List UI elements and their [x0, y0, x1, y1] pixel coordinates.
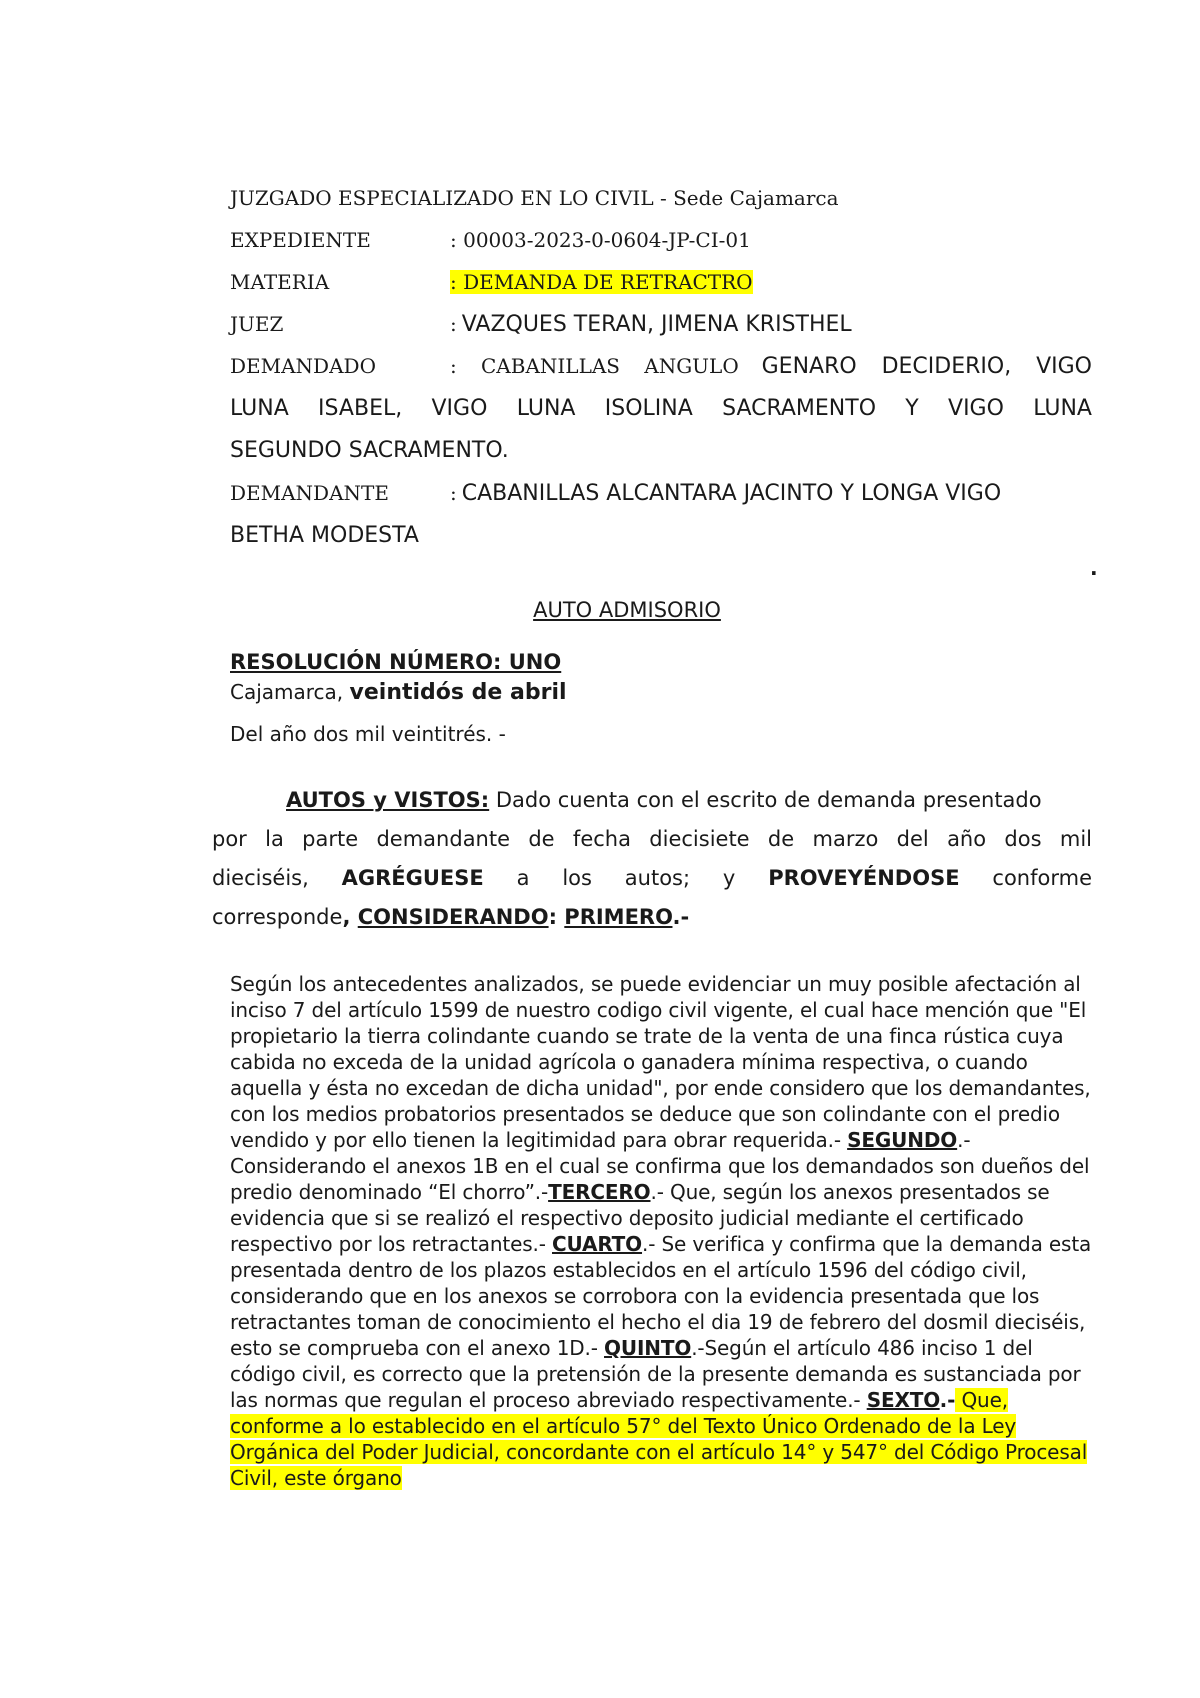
autos-proveyendose: PROVEYÉNDOSE [768, 866, 960, 890]
quinto-heading: QUINTO [604, 1336, 692, 1360]
body-p1: Según los antecedentes analizados, se puede evidenciar un muy posible afectación al inciso 7 del artículo 1599 de nuestro codigo civil vigente, el cual hace mención que "El propietario la tierra colindante cuando se trate de la venta de una finca rústica cuya cabida no exceda de la unidad agrícola o ganadera mínima respectiva, o cuando aquella y ésta no excedan de dicha unidad", por ende considero que los demandantes, con los medios probatorios presentados se deduce que son colindante con el predio vendido y por ello tienen la legitimidad para obrar requerida.- [230, 972, 1091, 1152]
expediente-row [230, 228, 1100, 253]
demandado-line-2: LUNA ISABEL, VIGO LUNA ISOLINA SACRAMENTO Y VIGO LUNA [230, 396, 1092, 421]
sexto-separator: .- [939, 1388, 956, 1412]
expediente-value: : 00003-2023-0-0604-JP-CI-01 [450, 228, 751, 252]
demandado-line-3: SEGUNDO SACRAMENTO. [230, 438, 509, 463]
segundo-heading: SEGUNDO [847, 1128, 958, 1152]
autos-line-3 [212, 866, 1092, 890]
materia-label: MATERIA [230, 270, 330, 294]
cuarto-heading: CUARTO [552, 1232, 643, 1256]
juez-value: VAZQUES TERAN, JIMENA KRISTHEL [461, 312, 852, 337]
document-title: AUTO ADMISORIO [533, 598, 721, 622]
autos-l4-a: corresponde [212, 905, 343, 929]
demandante-value: CABANILLAS ALCANTARA JACINTO Y LONGA VIGO [461, 481, 1002, 506]
body-p2: .- Considerando el anexos 1B en el cual se confirma que los demandados son dueños del predio denominado “El chorro”.- [230, 1128, 1090, 1204]
primero-heading: PRIMERO [564, 905, 673, 929]
autos-l3-c: a los autos; y [516, 866, 736, 890]
autos-line-2: por la parte demandante de fecha diecisiete de marzo del año dos mil [212, 827, 1092, 851]
considerando-heading: CONSIDERANDO [357, 905, 549, 929]
demandado-value-b: GENARO DECIDERIO, VIGO [761, 354, 1092, 379]
resolution-year: Del año dos mil veintitrés. - [230, 722, 506, 746]
demandado-row [230, 354, 1092, 379]
body-p4: .- Se verifica y confirma que la demanda esta presentada dentro de los plazos establecidos en el artículo 1596 del código civil, considerando que en los anexos se corrobora con la evidencia presentada que los retractantes toman de conocimiento el hecho el dia 19 de febrero del dosmil dieciséis, esto se comprueba con el anexo 1D.- [230, 1232, 1092, 1360]
resolution-date [230, 680, 1100, 705]
autos-l4-b: , [342, 905, 358, 929]
autos-l4-d: : [548, 905, 565, 929]
materia-value: : DEMANDA DE RETRACTRO [450, 270, 753, 294]
body-p5: .-Según el artículo 486 inciso 1 del código civil, es correcto que la pretensión de la presente demanda es sustanciada por las normas que regulan el proceso abreviado respectivamente.- [230, 1336, 1081, 1412]
demandado-label: DEMANDADO [230, 354, 376, 378]
juez-row [230, 312, 1100, 337]
autos-line-4 [212, 905, 1092, 929]
autos-l3-a: dieciséis, [212, 866, 309, 890]
trailing-dot: . [1090, 556, 1098, 580]
expediente-label: EXPEDIENTE [230, 228, 371, 252]
sexto-heading: SEXTO [866, 1388, 940, 1412]
juez-colon: : [450, 312, 457, 336]
autos-line-1 [286, 788, 1092, 812]
juez-label: JUEZ [230, 312, 284, 336]
autos-l4-f: .- [672, 905, 690, 929]
demandante-label: DEMANDANTE [230, 481, 389, 505]
demandante-line-2: BETHA MODESTA [230, 523, 419, 548]
autos-l3-e: conforme [992, 866, 1092, 890]
resolution-date-bold: veintidós de abril [349, 680, 567, 705]
resolution-place: Cajamarca, [230, 680, 344, 704]
court-name: JUZGADO ESPECIALIZADO EN LO CIVIL - Sede Cajamarca [230, 186, 839, 210]
body-p6-highlighted: Que, conforme a lo establecido en el artículo 57° del Texto Único Ordenado de la Ley Orgánica del Poder Judicial, concordante con el artículo 14° y 547° del Código Procesal Civil, este órgano [230, 1388, 1088, 1490]
demandante-colon: : [450, 481, 457, 505]
demandado-value-a: : CABANILLAS ANGULO [450, 354, 739, 378]
tercero-heading: TERCERO [548, 1180, 651, 1204]
resolution-number: RESOLUCIÓN NÚMERO: UNO [230, 650, 562, 674]
body-p3: .- Que, según los anexos presentados se evidencia que si se realizó el respectivo deposito judicial mediante el certificado respectivo por los retractantes.- [230, 1180, 1050, 1256]
autos-line-1-text: Dado cuenta con el escrito de demanda presentado [489, 788, 1042, 812]
autos-agreguese: AGRÉGUESE [341, 866, 484, 890]
autos-label: AUTOS y VISTOS: [286, 788, 490, 812]
considerando-body [230, 971, 1100, 1491]
materia-row [230, 270, 1100, 295]
demandante-row [230, 481, 1100, 506]
